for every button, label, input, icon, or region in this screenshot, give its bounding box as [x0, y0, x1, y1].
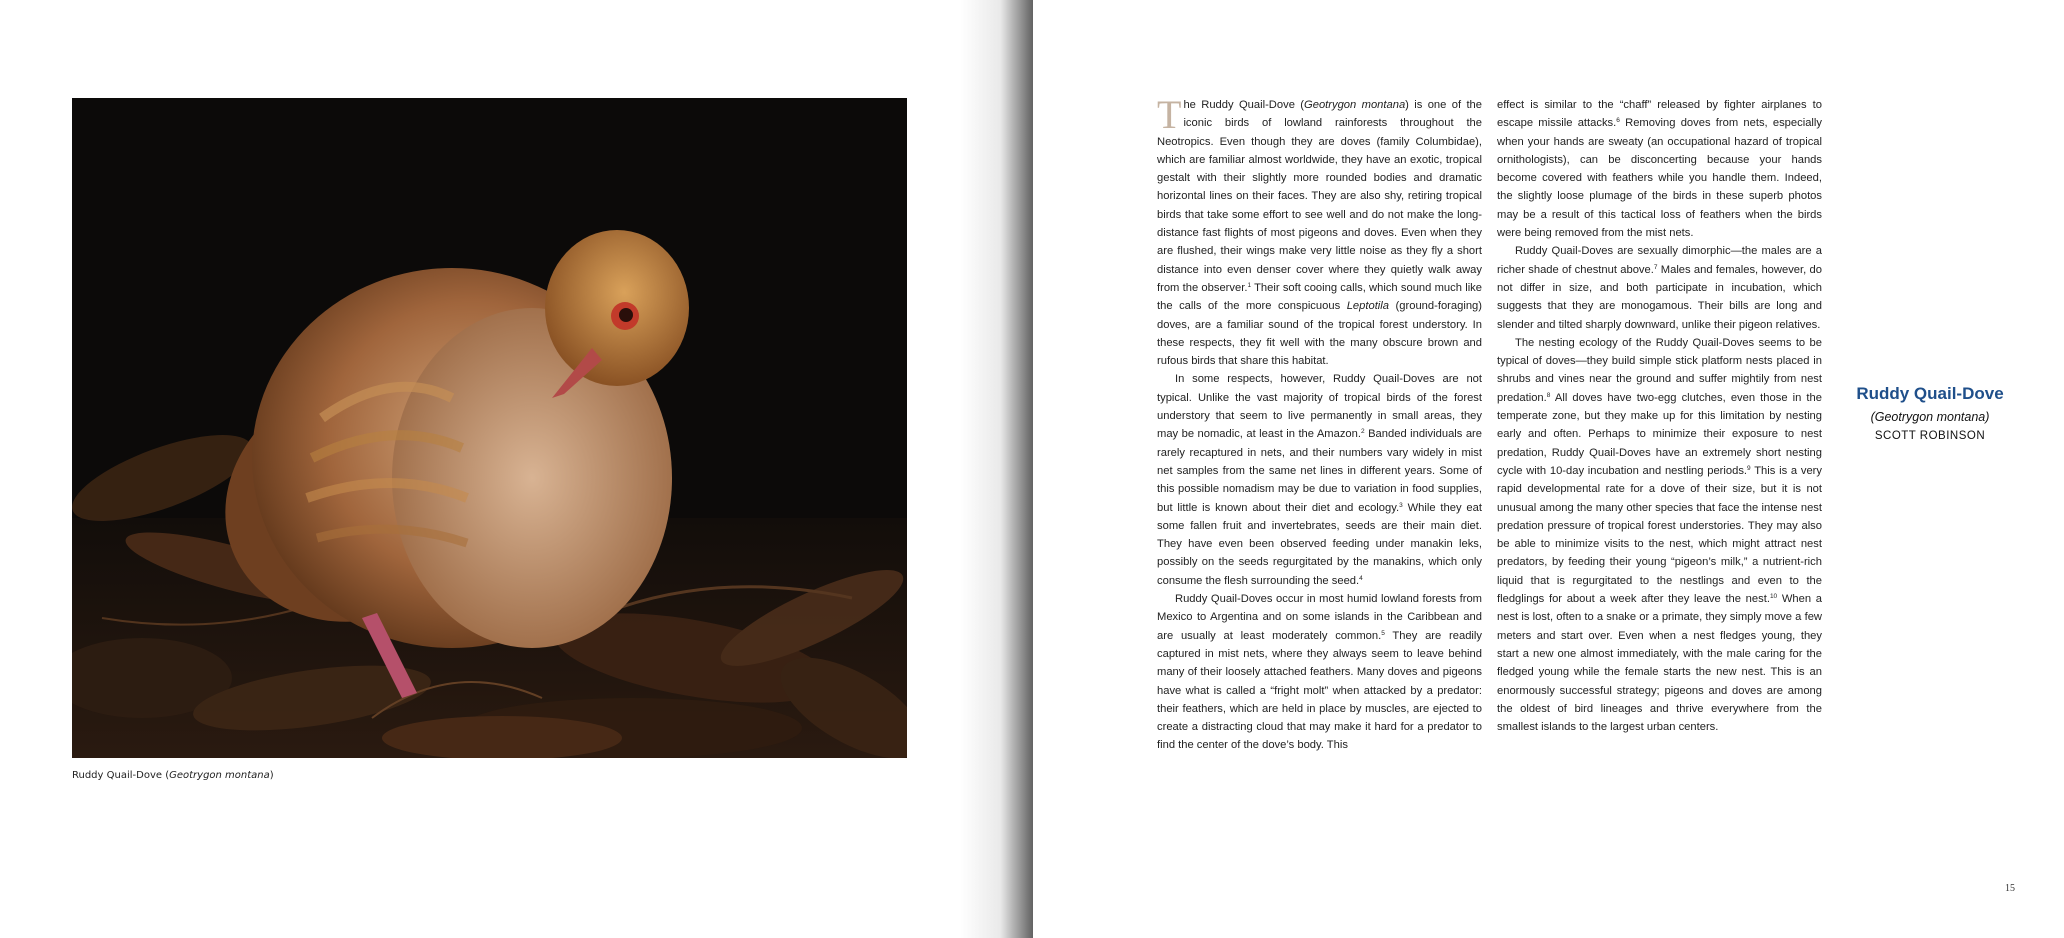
photo-caption: Ruddy Quail-Dove (Geotrygon montana): [72, 770, 274, 781]
paragraph: In some respects, however, Ruddy Quail-Doves are not typical. Unlike the vast majority of tropical birds of the forest understory that seem to live permanently in small areas, they may be nomadic, at least in the Amazon.$^2$ Banded individuals are rarely recaptured in nets, and their numbers vary widely in mist net samples from the same net lines in different years. Some of this possible nomadism may be due to variation in food supplies, but little is known about their diet and ecology.$^3$ While they eat some fallen fruit and invertebrates, seeds are their main diet. They have even been observed feeding under manakin leks, possibly on the seeds regurgitated by the manakins, which only consume the flesh surrounding the seed.$^4$: [1157, 373, 1483, 587]
article-title-block: [1830, 384, 2030, 442]
article-title: Ruddy Quail-Dove: [1856, 384, 2004, 403]
author-name: SCOTT ROBINSON: [1874, 430, 1986, 442]
text-column-1: [1157, 92, 1483, 755]
paragraph: Ruddy Quail-Doves are sexually dimorphic—the males are a richer shade of chestnut above.$^7$ Males and females, however, do not differ in size, and both participate in incubation, which suggests that they are monogamous. Their bills are long and slender and tilted sharply downward, unlike their pigeon relatives.: [1497, 245, 1822, 331]
page-number: 15: [2005, 883, 2015, 894]
paragraph: The Ruddy Quail-Dove (Geotrygon montana) is one of the iconic birds of lowland rainforests throughout the Neotropics. Even though they are doves (family Columbidae), which are familiar almost worldwide, they have an exotic, tropical gestalt with their slightly more rounded bodies and dramatic horizontal lines on their faces. They are also shy, retiring tropical birds that take some effort to see well and do not make the long-distance fast flights of most pigeons and doves. Even when they are flushed, their wings make very little noise as they fly a short distance into even denser cover where they quietly walk away from the observer.$^1$ Their soft cooing calls, which sound much like the calls of the more conspicuous Leptotila (ground-foraging) doves, are a familiar sound of the tropical forest understory. In these respects, they fit well with the many obscure brown and rufous birds that share this habitat.: [1157, 92, 1482, 368]
text-column-2: [1497, 96, 1822, 736]
paragraph: Ruddy Quail-Doves occur in most humid lowland forests from Mexico to Argentina and on some islands in the Caribbean and are usually at least moderately common.$^5$ They are readily captured in mist nets, where they always seem to leave behind many of their loosely attached feathers. Many doves and pigeons have what is called a “fright molt” when attacked by a predator: their feathers, which are held in place by muscles, are ejected to create a distracting cloud that may make it hard for a predator to find the center of the dove’s body. This: [1157, 593, 1482, 752]
scientific-name: (Geotrygon montana): [1870, 410, 1990, 424]
quail-dove-illustration: [72, 98, 907, 758]
paragraph: The nesting ecology of the Ruddy Quail-Doves seems to be typical of doves—they build simple stick platform nests placed in shrubs and vines near the ground and suffer mightily from nest predation.$^8$ All doves have two-egg clutches, even those in the temperate zone, but they make up for this limitation by nesting early and often. Perhaps to minimize their exposure to nest predation, Ruddy Quail-Doves have an extremely short nesting cycle with 10-day incubation and nestling periods.$^9$ This is a very rapid developmental rate for a dove of their size, but it is not unusual among the many other species that face the intense nest predation pressure of tropical forest understories. They may also be able to minimize visits to the nest, which might attract nest predators, by feeding their young “pigeon’s milk,” a nutrient-rich liquid that is regurgitated to the nestlings and even to the fledglings for about a week after they leave the nest.$^{10}$ When a nest is lost, often to a snake or a primate, they simply move a few meters and start over. Even when a nest fledges young, they start a new one almost immediately, with the male caring for the fledged young while the female starts the new nest. This is an enormously successful strategy; pigeons and doves are among the oldest of bird lineages and thrive everywhere from the smallest islands to the largest urban centers.: [1497, 336, 1822, 734]
drop-cap: T: [1157, 92, 1182, 137]
paragraph: effect is similar to the “chaff” released by fighter airplanes to escape missile attacks.$^6$ Removing doves from nets, especially when your hands are sweaty (an occupational hazard of tropical ornithologists), can be disconcerting because your hands become covered with feathers while you handle them. Indeed, the slightly loose plumage of the birds in these superb photos may be a result of this tactical loss of feathers when the birds were being removed from the mist nets.: [1497, 99, 1822, 240]
gutter-shadow-left: [960, 0, 1033, 938]
bird-photo: [72, 98, 907, 758]
